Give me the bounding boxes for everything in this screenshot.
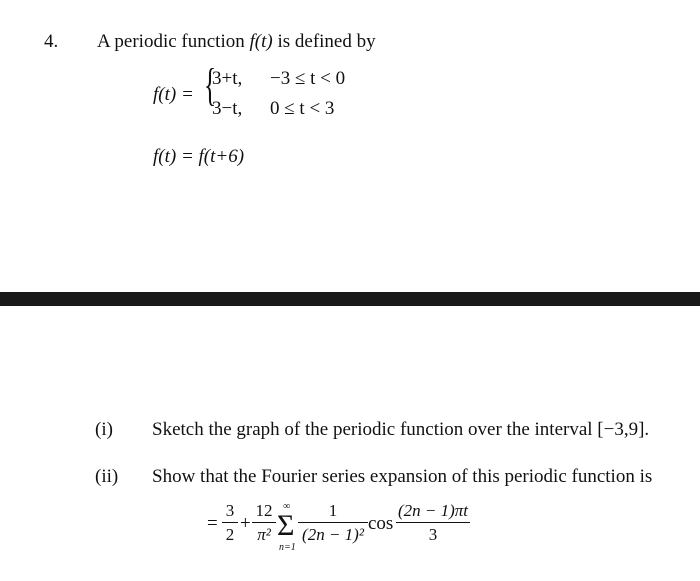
- frac2-numerator: 12: [255, 501, 273, 520]
- left-brace-icon: {: [204, 59, 217, 110]
- sigma-lower-limit: n=1: [279, 542, 296, 553]
- periodicity-equation: f(t) = f(t+6): [153, 146, 245, 167]
- frac4-bar: [396, 522, 470, 523]
- page-divider: [0, 292, 700, 306]
- frac2-denominator: π²: [257, 525, 271, 544]
- case2-condition: 0 ≤ t < 3: [270, 98, 335, 119]
- part-i-label: (i): [95, 419, 113, 440]
- fraction-three-halves: [222, 501, 238, 545]
- frac1-bar: [222, 522, 238, 523]
- sigma-upper-limit: ∞: [283, 501, 291, 512]
- piecewise-lhs: f(t) =: [153, 84, 194, 105]
- part-i-text: Sketch the graph of the periodic function over the interval [−3,9].: [152, 419, 650, 440]
- frac2-bar: [252, 522, 276, 523]
- frac3-bar: [298, 522, 368, 523]
- frac1-denominator: 2: [225, 525, 235, 544]
- frac4-denominator: 3: [428, 525, 438, 544]
- problem-statement: [97, 31, 376, 53]
- frac3-numerator: 1: [328, 501, 338, 520]
- part-ii-text: Show that the Fourier series expansion of this periodic function is: [152, 466, 653, 487]
- series-equals: =: [207, 513, 218, 534]
- case1-condition: −3 ≤ t < 0: [270, 68, 346, 89]
- series-plus: +: [240, 513, 251, 534]
- function-name: f(t): [249, 31, 273, 52]
- cos-function: cos: [368, 513, 394, 534]
- problem-number: 4.: [44, 31, 59, 52]
- problem-intro-end: is defined by: [277, 31, 376, 52]
- fraction-cos-argument: [396, 501, 470, 545]
- frac3-denominator: (2n − 1)²: [302, 525, 364, 544]
- frac1-numerator: 3: [225, 501, 235, 520]
- problem-intro: A periodic function: [97, 31, 245, 52]
- case2-expression: 3−t,: [212, 98, 243, 119]
- summation-icon: Σ: [277, 509, 295, 542]
- fraction-twelve-over-pi-squared: [252, 501, 276, 545]
- fraction-one-over-square: [298, 501, 368, 545]
- part-ii-label: (ii): [95, 466, 119, 487]
- case1-expression: 3+t,: [212, 68, 243, 89]
- frac4-numerator: (2n − 1)πt: [397, 501, 469, 520]
